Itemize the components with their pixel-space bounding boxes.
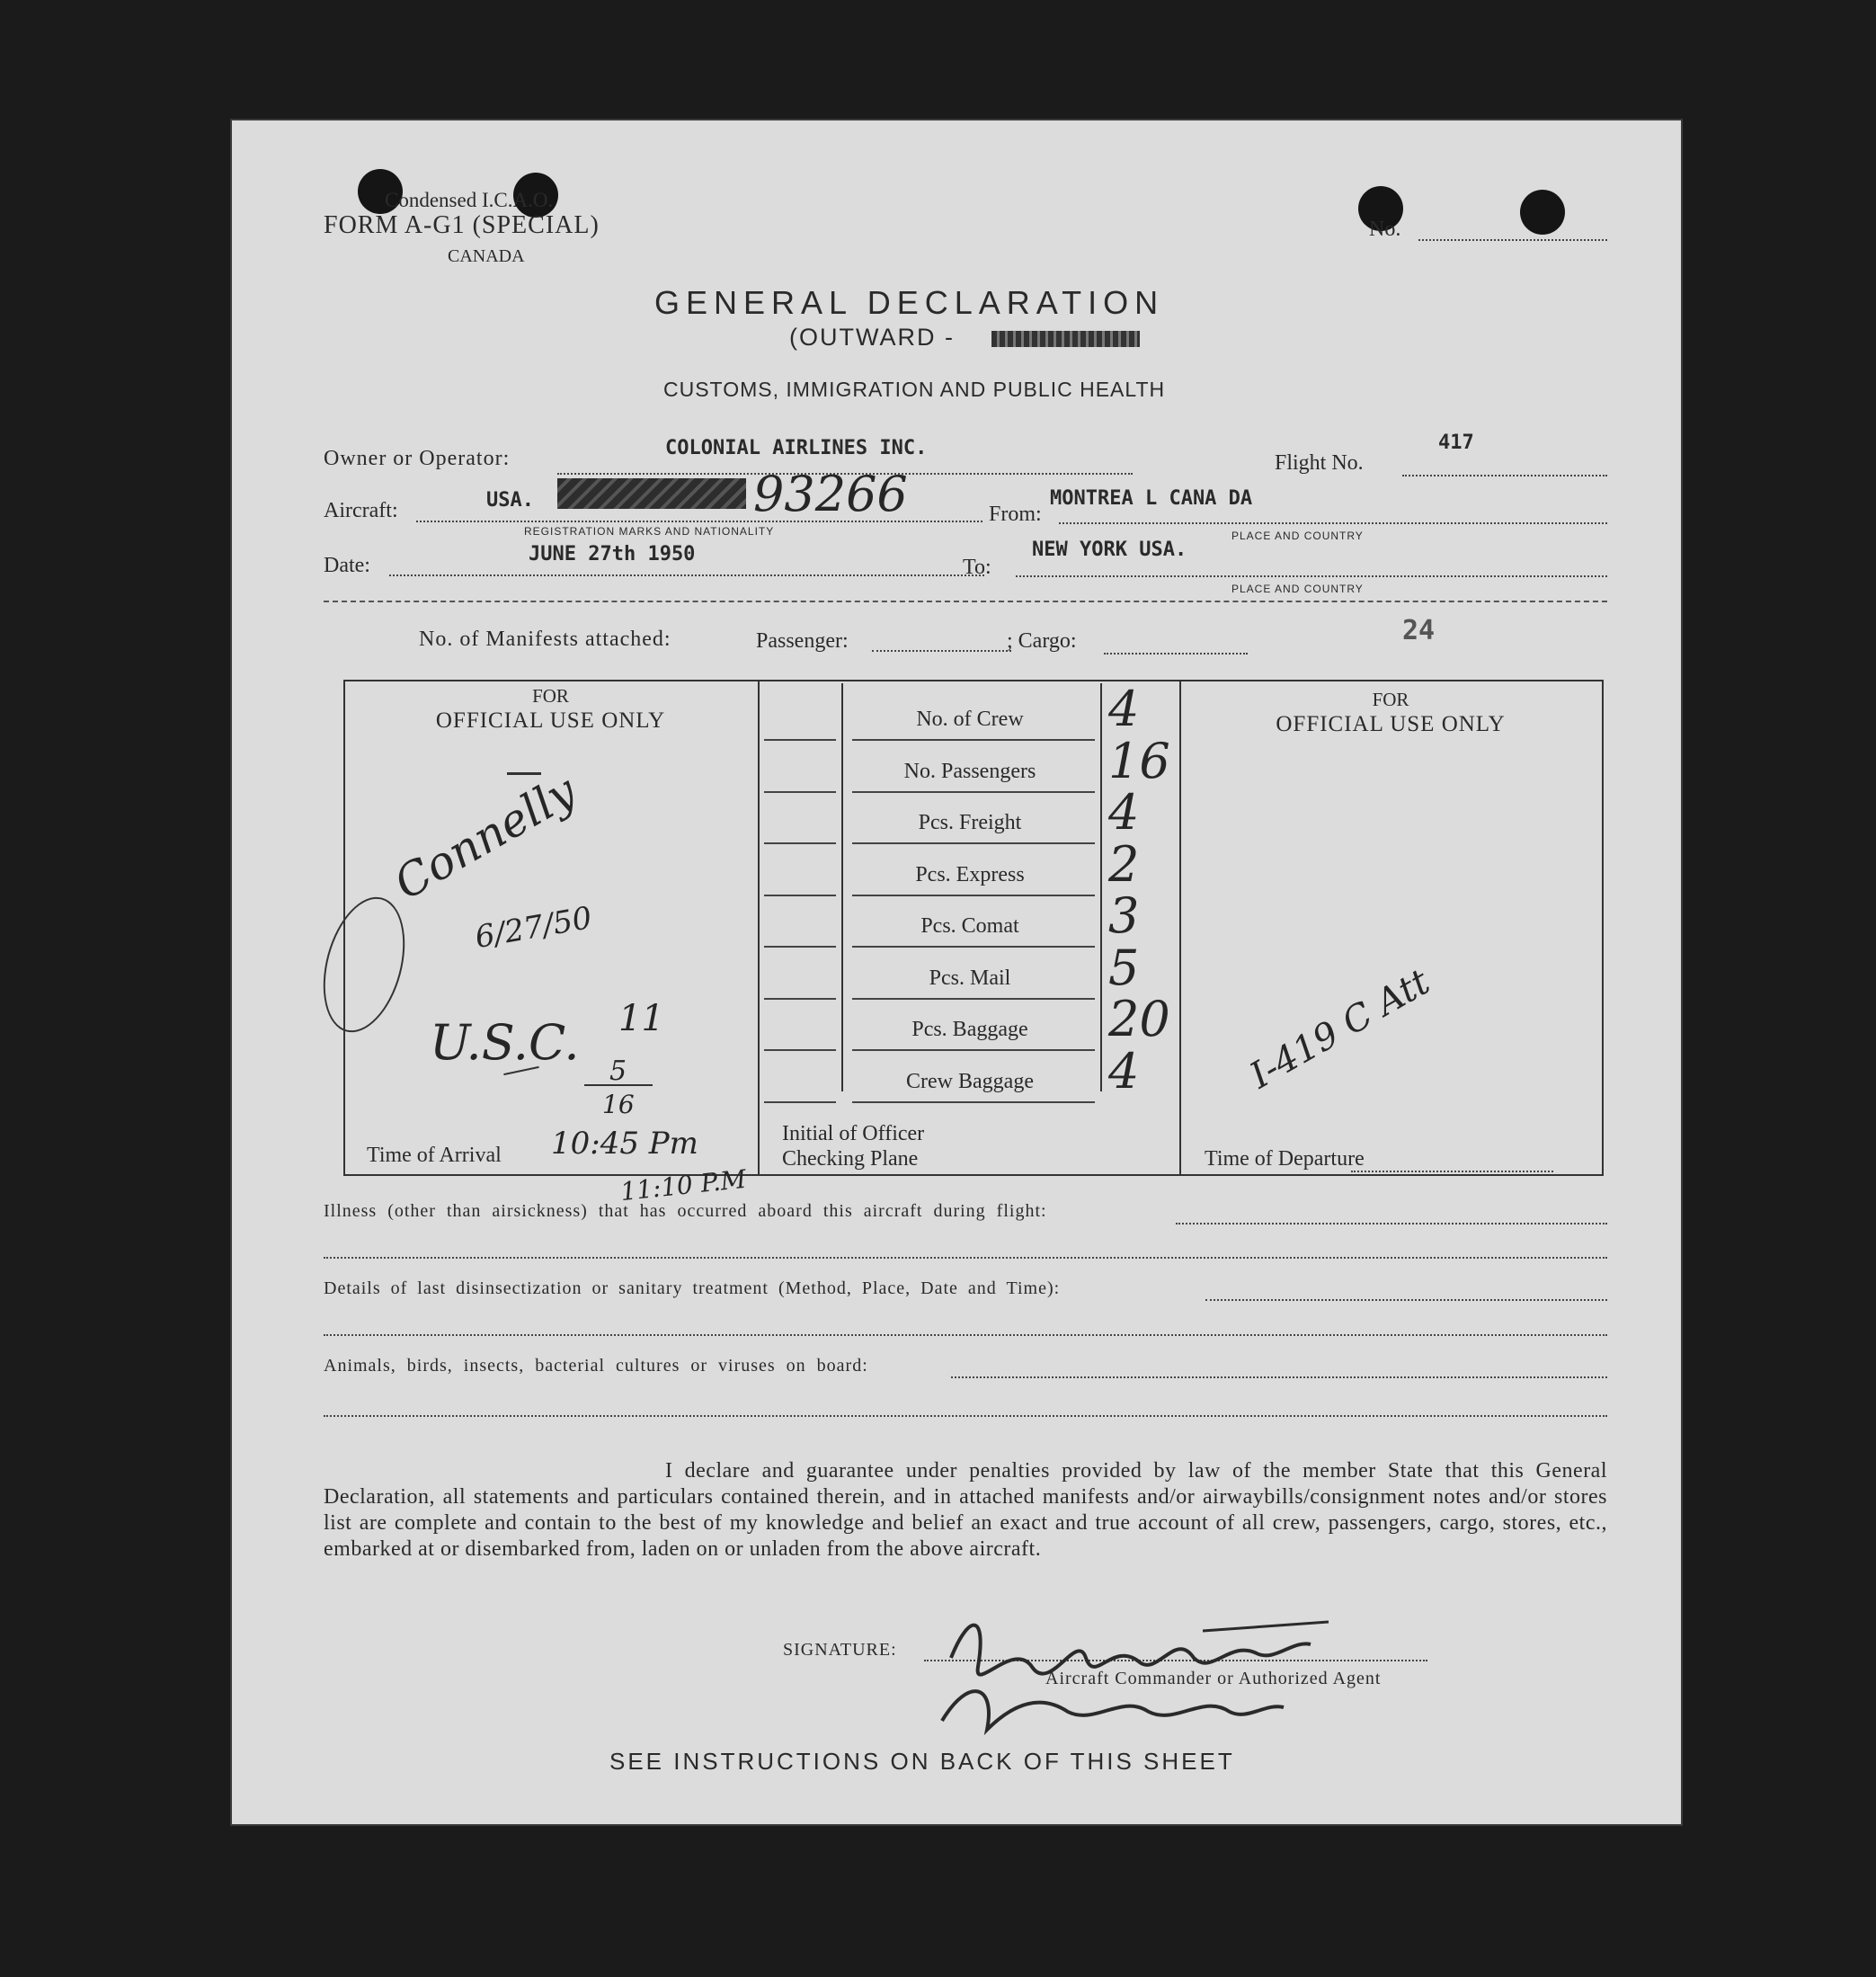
time-departure-label: Time of Departure [1205,1147,1365,1171]
note-count-b: 5 [609,1055,627,1087]
row-value: 4 [1108,681,1140,737]
official-for-label-left: FOR [532,685,569,707]
from-value: MONTREA L CANA DA [1050,487,1253,510]
signature-label: SIGNATURE: [783,1640,897,1660]
from-place-caption: PLACE AND COUNTRY [1231,530,1364,542]
date-label: Date: [324,554,370,577]
note-count-a: 11 [618,998,664,1039]
owner-label: Owner or Operator: [324,447,511,470]
condensed-label: Condensed I.C.A.O. [385,189,554,211]
official-use-label-right: OFFICIAL USE ONLY [1276,712,1506,736]
row-value: 4 [1108,784,1140,841]
aircraft-registration: 93266 [753,466,908,522]
outward-label: (OUTWARD - [789,324,955,351]
note-count-c: 16 [602,1090,635,1119]
row-label: Pcs. Mail [929,966,1011,990]
row-label: Pcs. Freight [918,811,1022,834]
officer-date: 6/27/50 [472,899,595,957]
redacted-mark [557,478,746,509]
initial-officer-label: Initial of Officer [782,1122,925,1145]
row-label: Pcs. Baggage [911,1018,1028,1041]
instructions-footer: SEE INSTRUCTIONS ON BACK OF THIS SHEET [609,1748,1235,1775]
document-subtitle: CUSTOMS, IMMIGRATION AND PUBLIC HEALTH [663,378,1166,401]
form-reference-note: I-419 C Att [1243,961,1437,1097]
from-label: From: [989,503,1042,526]
row-value: 2 [1108,835,1140,893]
manifests-label: No. of Manifests attached: [419,628,671,651]
row-value: 3 [1108,887,1140,944]
to-value: NEW YORK USA. [1032,539,1187,561]
row-value: 16 [1108,732,1170,789]
official-use-label-left: OFFICIAL USE ONLY [435,708,666,733]
signature-scribble [933,1577,1365,1739]
struck-text [991,331,1140,347]
date-value: JUNE 27th 1950 [529,543,696,565]
declaration-text: I declare and guarantee under penalties provided by law of the member State that this General Declaration, all statements and particulars contained therein, and in attached manifests and/or airwaybills/consignment notes and/or stores list are complete and contain to the best of my knowledge and belief an exact and true account of all crew, passengers, cargo, stores, etc., embarked at or disembarked from, laden on or unladen from the above aircraft. [324,1459,1607,1561]
illness-label: Illness (other than airsickness) that has occurred aboard this aircraft during flight: [324,1201,1047,1221]
punch-hole [1520,190,1565,235]
usc-note: U.S.C. [430,1014,580,1071]
flight-value: 417 [1438,432,1474,454]
registration-caption: REGISTRATION MARKS AND NATIONALITY [524,525,775,538]
disinsectization-label: Details of last disinsectization or sanitary treatment (Method, Place, Date and Time): [324,1278,1061,1298]
to-place-caption: PLACE AND COUNTRY [1231,583,1364,595]
to-label: To: [963,556,991,579]
passenger-manifest-label: Passenger: [756,629,849,653]
form-number-label: No. [1369,218,1401,241]
flight-label: Flight No. [1275,451,1364,475]
officer-signature: Connelly [386,764,585,910]
row-label: No. of Crew [916,708,1024,731]
document-title: GENERAL DECLARATION [654,284,1165,321]
cleared-time-note: 11:10 P.M [618,1163,748,1207]
signature-caption: Aircraft Commander or Authorized Agent [1045,1669,1382,1688]
owner-value: COLONIAL AIRLINES INC. [665,437,928,459]
row-value: 5 [1108,939,1140,996]
row-value: 20 [1108,991,1170,1047]
time-arrival-value: 10:45 Pm [551,1126,698,1162]
time-arrival-label: Time of Arrival [367,1144,502,1167]
aircraft-label: Aircraft: [324,499,398,522]
row-value: 4 [1108,1042,1140,1100]
country-label: CANADA [448,246,525,266]
animals-label: Animals, birds, insects, bacterial cultures or viruses on board: [324,1356,868,1376]
form-id: FORM A-G1 (SPECIAL) [324,211,600,239]
row-label: Crew Baggage [906,1069,1034,1093]
cargo-manifest-value: 24 [1402,615,1436,646]
declaration-form [232,120,1681,1824]
row-label: No. Passengers [903,759,1036,783]
aircraft-prefix: USA. [486,489,534,512]
row-label: Pcs. Express [915,862,1025,886]
cargo-manifest-label: ; Cargo: [1007,629,1077,653]
checking-plane-label: Checking Plane [782,1147,919,1171]
row-label: Pcs. Comat [920,914,1019,938]
official-for-label-right: FOR [1372,689,1409,710]
